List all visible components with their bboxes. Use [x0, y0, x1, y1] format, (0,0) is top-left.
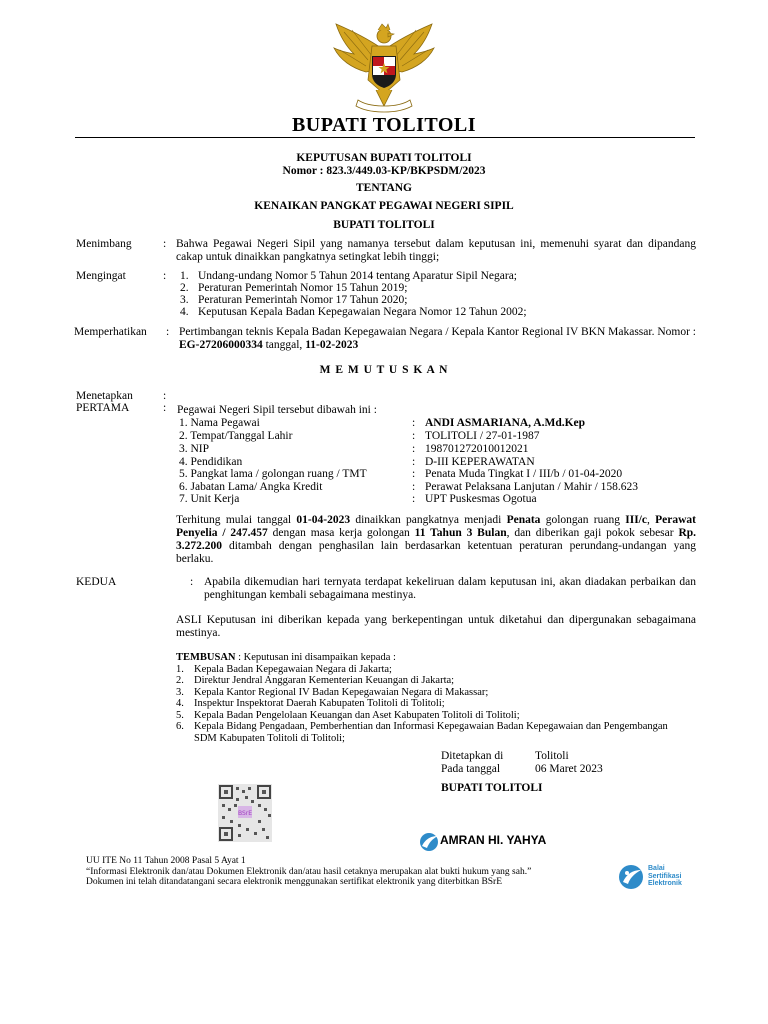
- bkn-number: EG-27206000334: [179, 339, 263, 351]
- list-item: 4. Keputusan Kepala Badan Kepegawaian Negara Nomor 12 Tahun 2002;: [180, 306, 527, 318]
- list-item: 1. Undang-undang Nomor 5 Tahun 2014 tentang Aparatur Sipil Negara;: [180, 270, 517, 282]
- footer-line: “Informasi Elektronik dan/atau Dokumen Elektronik dan/atau hasil cetaknya merupakan alat bukti hukum yang sah.”: [86, 866, 532, 877]
- list-item: 3. Peraturan Pemerintah Nomor 17 Tahun 2020;: [180, 294, 408, 306]
- list-item: 6. Kepala Bidang Pengadaan, Pemberhentian dan Informasi Kepegawaian Badan Kepegawaian dan Pengembangan SDM Kabupaten Tolitoli di Tolitoli;: [176, 721, 668, 744]
- colon: :: [163, 390, 167, 402]
- signer-name: AMRAN HI. YAHYA: [440, 833, 547, 847]
- table-row: 6. Jabatan Lama/ Angka Kredit : Perawat Pelaksana Lanjutan / Mahir / 158.623: [179, 481, 639, 493]
- kedua-text: Apabila dikemudian hari ternyata terdapat kekeliruan dalam keputusan ini, akan diadakan perbaikan dan penghitungan kembali sebagaimana mestinya.: [204, 576, 696, 601]
- ditetapkan-value: Tolitoli: [535, 750, 569, 762]
- pertama-intro: Pegawai Negeri Sipil tersebut dibawah ini :: [177, 404, 377, 416]
- svg-text:BSrE: BSrE: [237, 810, 253, 817]
- memutuskan-heading: M E M U T U S K A N: [319, 364, 449, 376]
- header-divider: [75, 137, 695, 138]
- bsre-signature-icon: [418, 832, 440, 852]
- signature-office: BUPATI TOLITOLI: [441, 782, 543, 794]
- decree-number: Nomor : 823.3/449.03-KP/BKPSDM/2023: [282, 165, 486, 177]
- employee-name: ANDI ASMARIANA, A.Md.Kep: [425, 417, 586, 429]
- menimbang-label: Menimbang: [76, 238, 132, 250]
- bsre-logo: [618, 864, 698, 890]
- tembusan-heading: TEMBUSAN : Keputusan ini disampaikan kepada :: [176, 652, 396, 663]
- colon: :: [163, 402, 167, 414]
- footer-line: Dokumen ini telah ditandatangani secara elektronik menggunakan sertifikat elektronik yang diterbitkan BSrE: [86, 877, 503, 887]
- footer-disclaimer: [86, 856, 531, 888]
- footer-line: UU ITE No 11 Tahun 2008 Pasal 5 Ayat 1: [86, 856, 246, 866]
- list-item: 2. Peraturan Pemerintah Nomor 15 Tahun 2019;: [180, 282, 408, 294]
- bkn-date: 11-02-2023: [305, 339, 359, 351]
- colon: :: [163, 270, 167, 282]
- table-row: 3. NIP : 198701272010012021: [179, 443, 529, 455]
- decree-title: KEPUTUSAN BUPATI TOLITOLI: [296, 152, 472, 164]
- bsre-logo-line: Elektronik: [648, 880, 682, 887]
- bsre-logo-icon: [618, 864, 644, 890]
- decree-subject: KENAIKAN PANGKAT PEGAWAI NEGERI SIPIL: [254, 200, 514, 212]
- terhitung-paragraph: Terhitung mulai tanggal 01-04-2023 dinaikkan pangkatnya menjadi Penata golongan ruang III/c, Perawat Penyelia / 247.457 dengan masa kerja golongan 11 Tahun 3 Bulan, dan diberikan gaji pokok sebesar Rp. 3.272.200 ditambah dengan penghasilan lain berdasarkan ketentuan peraturan perundang-undangan yang berlaku.: [176, 514, 697, 565]
- decree-issuer: BUPATI TOLITOLI: [333, 219, 435, 231]
- colon: :: [166, 326, 170, 338]
- table-row: 2. Tempat/Tanggal Lahir : TOLITOLI / 27-01-1987: [179, 430, 540, 442]
- table-row: 1. Nama Pegawai : ANDI ASMARIANA, A.Md.Kep: [179, 417, 586, 429]
- list-item: 5. Kepala Badan Pengelolaan Keuangan dan Aset Kabupaten Tolitoli di Tolitoli;: [176, 709, 520, 721]
- pertama-label: PERTAMA: [76, 402, 130, 414]
- list-item: 3. Kepala Kantor Regional IV Badan Kepegawaian Negara di Makassar;: [176, 686, 489, 698]
- ditetapkan-label: Ditetapkan di: [441, 750, 504, 762]
- tanggal-value: 06 Maret 2023: [535, 763, 603, 775]
- list-item: 2. Direktur Jendral Anggaran Kementerian Keuangan di Jakarta;: [176, 675, 455, 686]
- menetapkan-label: Menetapkan: [76, 390, 133, 402]
- colon: :: [163, 238, 167, 250]
- tentang-heading: TENTANG: [355, 182, 413, 194]
- asli-text: ASLI Keputusan ini diberikan kepada yang berkepentingan untuk diketahui dan dipergunakan sebagaimana mestinya.: [176, 614, 696, 639]
- page-title: BUPATI TOLITOLI: [291, 114, 477, 136]
- garuda-emblem-icon: [330, 20, 438, 114]
- list-item: 1. Kepala Badan Kepegawaian Negara di Jakarta;: [176, 663, 392, 675]
- tanggal-label: Pada tanggal: [441, 763, 501, 775]
- menimbang-text: Bahwa Pegawai Negeri Sipil yang namanya tersebut dalam keputusan ini, memenuhi syarat dan dipandang cakap untuk dinaikkan pangkatnya setingkat lebih tinggi;: [176, 238, 696, 263]
- table-row: 5. Pangkat lama / golongan ruang / TMT : Penata Muda Tingkat I / III/b / 01-04-2020: [179, 468, 623, 480]
- qr-code-icon: [218, 784, 272, 842]
- kedua-label: KEDUA: [76, 576, 117, 588]
- colon: :: [190, 576, 194, 588]
- mengingat-label: Mengingat: [76, 270, 126, 282]
- table-row: 4. Pendidikan : D-III KEPERAWATAN: [179, 456, 535, 468]
- list-item: 4. Inspektur Inspektorat Daerah Kabupaten Tolitoli di Tolitoli;: [176, 698, 445, 709]
- mengingat-list: [180, 270, 527, 318]
- memperhatikan-text: Pertimbangan teknis Kepala Badan Kepegawaian Negara / Kepala Kantor Regional IV BKN Makassar. Nomor : EG-27206000334 tanggal, 11-02-2023: [179, 326, 696, 351]
- table-row: 7. Unit Kerja : UPT Puskesmas Ogotua: [179, 493, 537, 505]
- memperhatikan-label: Memperhatikan: [74, 326, 147, 338]
- bsre-logo-line: Sertifikasi: [648, 872, 682, 880]
- bsre-logo-line: Balai: [648, 865, 665, 872]
- tembusan-section: [176, 652, 674, 744]
- tembusan-list: [176, 664, 674, 745]
